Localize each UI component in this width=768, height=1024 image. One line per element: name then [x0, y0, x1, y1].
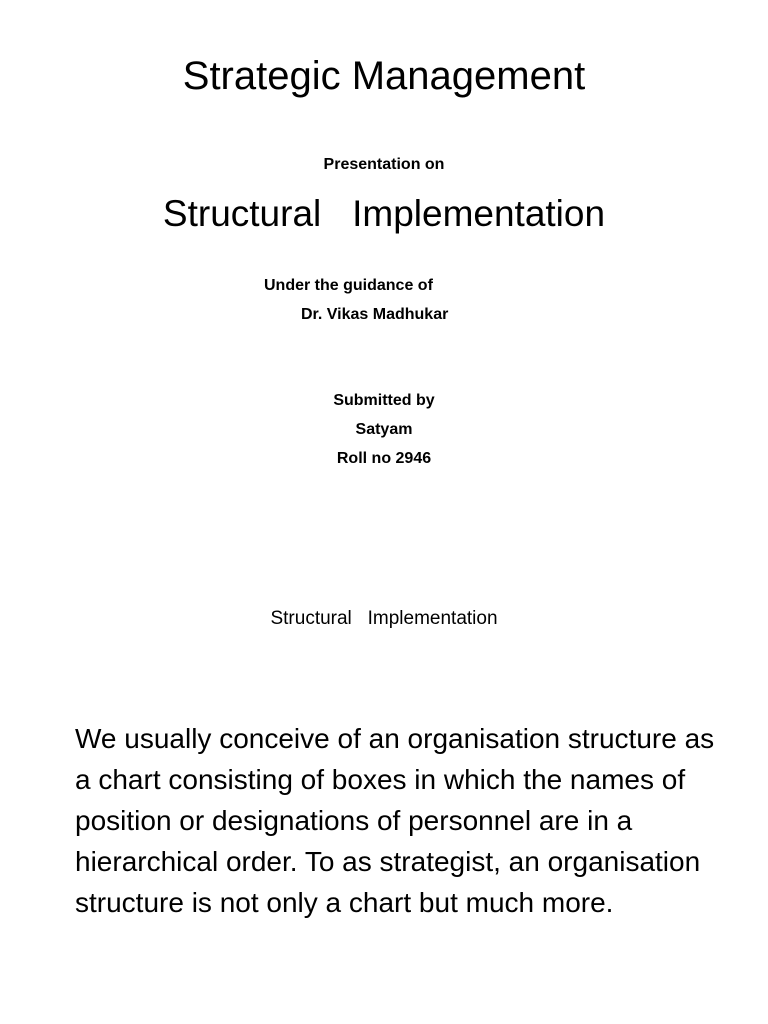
section-title: Structural Implementation	[270, 608, 498, 629]
roll-number: Roll no 2946	[336, 450, 432, 467]
student-name: Satyam	[355, 421, 413, 438]
guidance-label: Under the guidance of	[264, 277, 433, 294]
presentation-subtitle: Structural Implementation	[162, 193, 606, 234]
body-paragraph: We usually conceive of an organisation structure as a chart consisting of boxes in which the names of position or designations of personnel are in a hierarchical order. To as strategist, an organisation structure is not only a chart but much more.	[75, 723, 715, 918]
presentation-on-label: Presentation on	[323, 156, 445, 173]
page-title: Strategic Management	[182, 54, 586, 98]
guide-name: Dr. Vikas Madhukar	[301, 306, 449, 323]
submitted-by-label: Submitted by	[333, 392, 435, 409]
